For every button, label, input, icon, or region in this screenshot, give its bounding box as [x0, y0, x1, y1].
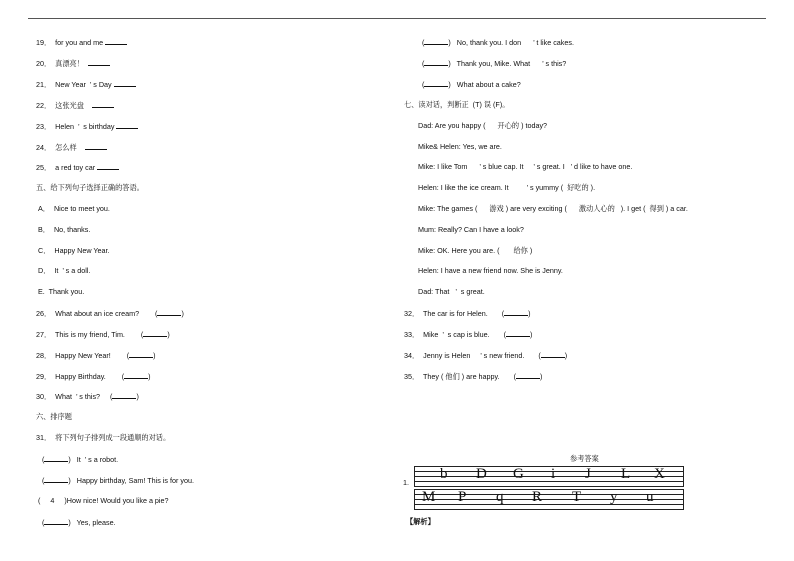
answer-blank[interactable]	[116, 121, 138, 129]
dialogue-line-4: Helen: I like the ice cream. It ’ s yummy ( 好吃的 ).	[418, 183, 596, 192]
section-5-heading: 五、给下列句子选择正确的答语。	[36, 183, 144, 192]
dialogue-line-7: Mike: OK. Here you are. ( 给你 )	[418, 246, 533, 255]
sentence-2: ( ) Happy birthday, Sam! This is for you.	[42, 476, 194, 485]
answer-blank[interactable]	[97, 162, 119, 170]
option-a: A． Nice to meet you.	[38, 204, 110, 213]
answer-blank[interactable]	[44, 475, 68, 483]
sentence-3: ( 4 )How nice! Would you like a pie?	[38, 496, 169, 505]
answer-blank[interactable]	[143, 329, 167, 337]
sentence-6: ( ) Thank you, Mike. What ’ s this?	[422, 59, 567, 68]
question-23: 23． Helen ’ s birthday	[36, 121, 138, 131]
question-26: 26． What about an ice cream? ( )	[36, 309, 184, 318]
letter-staff-1	[414, 466, 684, 487]
question-28: 28． Happy New Year! ( )	[36, 351, 156, 360]
staff-letter: M	[422, 489, 436, 505]
staff-letter: G	[513, 466, 524, 482]
option-d: D． It ’ s a doll.	[38, 266, 91, 275]
answer-blank[interactable]	[541, 350, 565, 358]
section-6-heading: 六、排序题	[36, 412, 72, 421]
staff-letter: y	[610, 489, 618, 505]
dialogue-line-1: Dad: Are you happy ( 开心的 ) today?	[418, 121, 548, 130]
question-20: 20． 真漂亮！	[36, 58, 110, 68]
answer-blank[interactable]	[424, 37, 448, 45]
answer-blank[interactable]	[112, 391, 136, 399]
staff-letter: P	[458, 489, 467, 505]
question-27: 27． This is my friend, Tim. ( )	[36, 330, 170, 339]
staff-letter: X	[654, 466, 665, 482]
option-c: C． Happy New Year.	[38, 246, 110, 255]
question-22: 22． 这张光盘	[36, 100, 114, 110]
answer-blank[interactable]	[105, 37, 127, 45]
analysis-label: 【解析】	[406, 517, 435, 526]
staff-letter: q	[496, 489, 504, 505]
dialogue-line-5: Mike: The games ( 游戏 ) are very exciting ( 激动人心的 ). I get ( 得到 ) a car.	[418, 204, 688, 213]
sentence-5: ( ) No, thank you. I don ’ t like cakes.	[422, 38, 574, 47]
option-e: E. Thank you.	[38, 287, 85, 296]
header-rule	[28, 18, 766, 19]
question-29: 29． Happy Birthday. ( )	[36, 372, 151, 381]
sentence-1: ( ) It ’ s a robot.	[42, 455, 119, 464]
answer-blank[interactable]	[516, 371, 540, 379]
dialogue-line-3: Mike: I like Tom ’ s blue cap. It ’ s great. I ’ d like to have one.	[418, 162, 633, 171]
question-25: 25． a red toy car	[36, 162, 119, 172]
answer-number: 1.	[403, 478, 409, 487]
answer-blank[interactable]	[424, 58, 448, 66]
answer-blank[interactable]	[85, 142, 107, 150]
answer-blank[interactable]	[114, 79, 136, 87]
dialogue-line-2: Mike& Helen: Yes, we are.	[418, 142, 502, 151]
dialogue-line-6: Mum: Really? Can I have a look?	[418, 225, 524, 234]
question-34: 34． Jenny is Helen ’ s new friend. ( )	[404, 351, 568, 360]
question-19: 19． for you and me	[36, 37, 127, 47]
sentence-7: ( ) What about a cake?	[422, 80, 521, 89]
answer-blank[interactable]	[44, 454, 68, 462]
staff-letter: D	[476, 466, 487, 482]
question-30: 30． What ’ s this? ( )	[36, 392, 139, 401]
answer-blank[interactable]	[504, 308, 528, 316]
option-b: B． No, thanks.	[38, 225, 91, 234]
answer-blank[interactable]	[44, 517, 68, 525]
staff-letter: b	[440, 466, 448, 482]
question-33: 33． Mike ’ s cap is blue. ( )	[404, 330, 533, 339]
answer-blank[interactable]	[506, 329, 530, 337]
answer-key-title: 参考答案	[570, 454, 599, 463]
answer-blank[interactable]	[157, 308, 181, 316]
answer-blank[interactable]	[424, 79, 448, 87]
answer-blank[interactable]	[129, 350, 153, 358]
filled-answer: 4	[50, 496, 55, 505]
question-32: 32． The car is for Helen. ( )	[404, 309, 531, 318]
staff-letter: R	[532, 489, 543, 505]
answer-blank[interactable]	[124, 371, 148, 379]
dialogue-line-8: Helen: I have a new friend now. She is Jenny.	[418, 266, 563, 275]
sentence-4: ( ) Yes, please.	[42, 518, 116, 527]
question-24: 24． 怎么样	[36, 142, 107, 152]
staff-letter: L	[621, 466, 631, 482]
question-21: 21． New Year ’ s Day	[36, 79, 136, 89]
letter-staff-2	[414, 489, 684, 510]
question-35: 35． They ( 他们 ) are happy. ( )	[404, 372, 543, 381]
staff-letter: u	[646, 489, 654, 505]
staff-letter: i	[551, 466, 556, 482]
answer-blank[interactable]	[92, 100, 114, 108]
section-7-heading: 七、读对话，判断正 (T) 误 (F)。	[404, 100, 510, 109]
dialogue-line-9: Dad: That ’ s great.	[418, 287, 485, 296]
question-31: 31． 将下列句子排列成一段通顺的对话。	[36, 433, 171, 442]
answer-blank[interactable]	[88, 58, 110, 66]
staff-letter: T	[572, 489, 582, 505]
staff-letter: J	[585, 466, 591, 482]
